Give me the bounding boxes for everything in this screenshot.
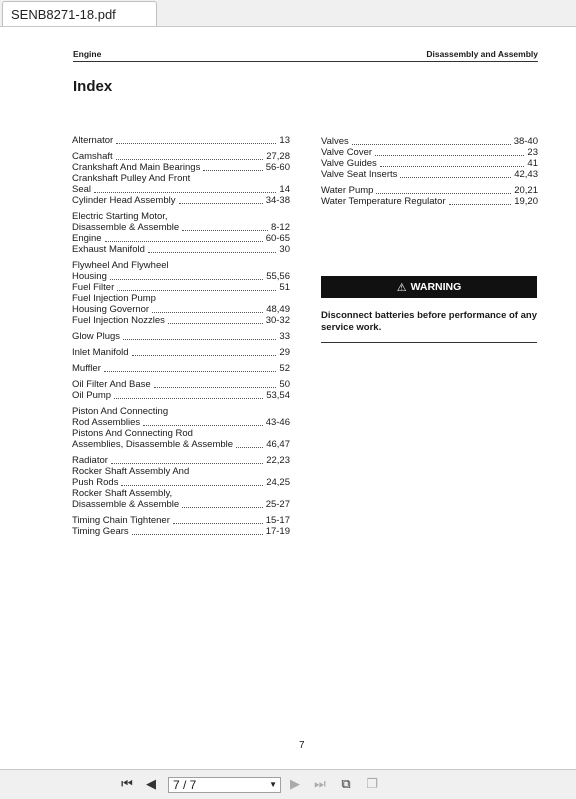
index-term: Push Rods bbox=[72, 477, 119, 488]
index-term: Water Temperature Regulator bbox=[321, 196, 446, 207]
next-page-icon: ▶ bbox=[290, 776, 300, 791]
index-line bbox=[72, 184, 290, 195]
warning-label: WARNING bbox=[410, 281, 462, 293]
copy-button[interactable] bbox=[364, 776, 380, 792]
dot-leader bbox=[143, 425, 263, 426]
dot-leader bbox=[236, 447, 263, 448]
index-line bbox=[72, 211, 290, 222]
index-page-ref: 52 bbox=[279, 363, 290, 374]
index-line bbox=[72, 439, 290, 450]
index-page-ref: 29 bbox=[279, 347, 290, 358]
dot-leader bbox=[352, 144, 511, 145]
index-page-ref: 8-12 bbox=[270, 222, 290, 233]
copy-icon: ❐ bbox=[366, 776, 378, 791]
index-line bbox=[72, 466, 290, 477]
index-line bbox=[321, 169, 538, 180]
chevron-down-icon: ▼ bbox=[269, 780, 277, 789]
index-page-ref: 38-40 bbox=[513, 136, 538, 147]
pdf-page bbox=[0, 27, 576, 769]
index-line bbox=[72, 488, 290, 499]
next-page-button[interactable] bbox=[289, 776, 301, 792]
index-line bbox=[321, 147, 538, 158]
pdf-viewer[interactable] bbox=[0, 27, 576, 769]
dot-leader bbox=[173, 523, 263, 524]
index-term: Water Pump bbox=[321, 185, 374, 196]
dot-leader bbox=[380, 166, 525, 167]
index-entry bbox=[72, 135, 290, 146]
index-line bbox=[72, 390, 290, 401]
index-term: Disassemble & Assemble bbox=[72, 222, 180, 233]
dot-leader bbox=[116, 159, 264, 160]
index-page-ref: 53,54 bbox=[266, 390, 290, 401]
dot-leader bbox=[116, 143, 276, 144]
index-entry bbox=[72, 347, 290, 358]
dot-leader bbox=[132, 355, 277, 356]
index-line bbox=[72, 428, 290, 439]
index-entry bbox=[72, 151, 290, 206]
document-tab[interactable] bbox=[2, 1, 157, 26]
index-line bbox=[72, 331, 290, 342]
dot-leader bbox=[110, 279, 263, 280]
index-page-ref: 30-32 bbox=[265, 315, 290, 326]
index-term: Exhaust Manifold bbox=[72, 244, 145, 255]
previous-page-icon: ◀ bbox=[146, 776, 156, 791]
index-page-ref: 34-38 bbox=[265, 195, 290, 206]
index-entry bbox=[321, 136, 538, 180]
index-page-ref: 23 bbox=[527, 147, 538, 158]
index-page-ref: 22,23 bbox=[266, 455, 290, 466]
previous-page-button[interactable] bbox=[144, 776, 158, 792]
fit-page-button[interactable] bbox=[338, 776, 354, 792]
index-page-ref: 42,43 bbox=[514, 169, 538, 180]
index-term: Rocker Shaft Assembly And bbox=[72, 466, 190, 477]
header-left: Engine bbox=[73, 49, 102, 59]
warning-text: Disconnect batteries before performance of any service work. bbox=[321, 310, 537, 333]
index-term: Radiator bbox=[72, 455, 108, 466]
last-page-button[interactable] bbox=[312, 776, 328, 792]
index-term: Crankshaft And Main Bearings bbox=[72, 162, 201, 173]
document-tab-title: SENB8271-18.pdf bbox=[11, 7, 116, 22]
index-column-right bbox=[321, 136, 538, 212]
dot-leader bbox=[203, 170, 262, 171]
dot-leader bbox=[121, 485, 263, 486]
index-entry bbox=[72, 363, 290, 374]
index-page-ref: 48,49 bbox=[266, 304, 290, 315]
dot-leader bbox=[449, 204, 512, 205]
index-line bbox=[321, 196, 538, 207]
index-term: Glow Plugs bbox=[72, 331, 121, 342]
index-term: Fuel Filter bbox=[72, 282, 115, 293]
index-page-ref: 14 bbox=[279, 184, 290, 195]
index-line bbox=[72, 260, 290, 271]
index-term: Valve Cover bbox=[321, 147, 373, 158]
index-term: Rod Assemblies bbox=[72, 417, 141, 428]
index-line bbox=[72, 233, 290, 244]
index-term: Inlet Manifold bbox=[72, 347, 129, 358]
index-page-ref: 20,21 bbox=[514, 185, 538, 196]
index-line bbox=[72, 455, 290, 466]
index-term: Flywheel And Flywheel bbox=[72, 260, 169, 271]
index-line bbox=[72, 195, 290, 206]
first-page-button[interactable] bbox=[118, 776, 136, 792]
dot-leader bbox=[376, 193, 511, 194]
index-line bbox=[321, 136, 538, 147]
index-page-ref: 33 bbox=[279, 331, 290, 342]
dot-leader bbox=[132, 534, 263, 535]
index-line bbox=[72, 293, 290, 304]
index-entry bbox=[72, 211, 290, 255]
index-term: Alternator bbox=[72, 135, 114, 146]
index-page-ref: 43-46 bbox=[265, 417, 290, 428]
index-entry bbox=[321, 185, 538, 207]
index-term: Timing Gears bbox=[72, 526, 129, 537]
index-line bbox=[72, 135, 290, 146]
index-term: Crankshaft Pulley And Front bbox=[72, 173, 191, 184]
index-term: Oil Filter And Base bbox=[72, 379, 151, 390]
index-term: Oil Pump bbox=[72, 390, 112, 401]
dot-leader bbox=[182, 507, 263, 508]
index-line bbox=[72, 151, 290, 162]
index-entry bbox=[72, 331, 290, 342]
index-page-ref: 24,25 bbox=[266, 477, 290, 488]
index-term: Timing Chain Tightener bbox=[72, 515, 170, 526]
index-line bbox=[72, 499, 290, 510]
index-entry bbox=[72, 379, 290, 401]
index-page-ref: 15-17 bbox=[265, 515, 290, 526]
dot-leader bbox=[375, 155, 524, 156]
index-term: Seal bbox=[72, 184, 92, 195]
index-term: Engine bbox=[72, 233, 102, 244]
index-line bbox=[321, 185, 538, 196]
index-line bbox=[72, 515, 290, 526]
index-line bbox=[72, 271, 290, 282]
index-line bbox=[72, 222, 290, 233]
index-line bbox=[72, 282, 290, 293]
dot-leader bbox=[114, 398, 263, 399]
index-term: Fuel Injection Pump bbox=[72, 293, 156, 304]
index-term: Cylinder Head Assembly bbox=[72, 195, 176, 206]
dot-leader bbox=[94, 192, 276, 193]
bottom-toolbar bbox=[0, 769, 576, 799]
index-page-ref: 17-19 bbox=[265, 526, 290, 537]
page-select[interactable] bbox=[168, 777, 281, 793]
dot-leader bbox=[168, 323, 263, 324]
index-term: Camshaft bbox=[72, 151, 113, 162]
fit-page-icon: ⧉ bbox=[341, 776, 351, 791]
index-page-ref: 50 bbox=[279, 379, 290, 390]
first-page-icon: ⏮ bbox=[121, 776, 133, 791]
index-page-ref: 25-27 bbox=[265, 499, 290, 510]
index-page-ref: 19,20 bbox=[514, 196, 538, 207]
index-line bbox=[72, 526, 290, 537]
index-column-left bbox=[72, 135, 290, 542]
index-term: Housing bbox=[72, 271, 107, 282]
last-page-icon: ⏭ bbox=[314, 776, 326, 791]
index-page-ref: 30 bbox=[279, 244, 290, 255]
index-page-ref: 56-60 bbox=[265, 162, 290, 173]
dot-leader bbox=[182, 230, 268, 231]
header-right: Disassembly and Assembly bbox=[426, 49, 538, 59]
index-line bbox=[72, 477, 290, 488]
index-entry bbox=[72, 515, 290, 537]
header-rule bbox=[73, 61, 538, 62]
tab-bar bbox=[0, 0, 576, 27]
index-entry bbox=[72, 455, 290, 510]
index-term: Assemblies, Disassemble & Assemble bbox=[72, 439, 234, 450]
index-term: Muffler bbox=[72, 363, 101, 374]
index-page-ref: 13 bbox=[279, 135, 290, 146]
index-line bbox=[72, 162, 290, 173]
index-line bbox=[72, 363, 290, 374]
index-line bbox=[72, 417, 290, 428]
page-number: 7 bbox=[299, 740, 305, 751]
index-term: Valve Seat Inserts bbox=[321, 169, 398, 180]
index-term: Housing Governor bbox=[72, 304, 150, 315]
index-page-ref: 27,28 bbox=[266, 151, 290, 162]
dot-leader bbox=[179, 203, 263, 204]
index-term: Electric Starting Motor, bbox=[72, 211, 168, 222]
index-page-ref: 41 bbox=[527, 158, 538, 169]
dot-leader bbox=[117, 290, 276, 291]
index-entry bbox=[72, 406, 290, 450]
index-term: Pistons And Connecting Rod bbox=[72, 428, 193, 439]
page-title: Index bbox=[73, 78, 113, 95]
dot-leader bbox=[148, 252, 277, 253]
index-line bbox=[72, 406, 290, 417]
index-line bbox=[72, 315, 290, 326]
index-line bbox=[72, 347, 290, 358]
index-line bbox=[72, 304, 290, 315]
index-page-ref: 60-65 bbox=[265, 233, 290, 244]
index-term: Rocker Shaft Assembly, bbox=[72, 488, 173, 499]
index-term: Fuel Injection Nozzles bbox=[72, 315, 165, 326]
index-line bbox=[72, 379, 290, 390]
dot-leader bbox=[123, 339, 276, 340]
index-page-ref: 46,47 bbox=[266, 439, 290, 450]
dot-leader bbox=[154, 387, 277, 388]
warning-banner bbox=[321, 276, 537, 298]
index-line bbox=[72, 173, 290, 184]
dot-leader bbox=[152, 312, 263, 313]
index-term: Disassemble & Assemble bbox=[72, 499, 180, 510]
page-indicator: 7 / 7 bbox=[173, 778, 197, 792]
index-line bbox=[72, 244, 290, 255]
dot-leader bbox=[111, 463, 263, 464]
index-entry bbox=[72, 260, 290, 326]
dot-leader bbox=[105, 241, 263, 242]
warning-rule bbox=[321, 342, 537, 343]
index-term: Piston And Connecting bbox=[72, 406, 169, 417]
dot-leader bbox=[104, 371, 277, 372]
dot-leader bbox=[400, 177, 511, 178]
index-page-ref: 51 bbox=[279, 282, 290, 293]
index-term: Valves bbox=[321, 136, 349, 147]
warning-triangle-icon: ⚠ bbox=[396, 281, 407, 294]
index-page-ref: 55,56 bbox=[266, 271, 290, 282]
index-term: Valve Guides bbox=[321, 158, 377, 169]
index-line bbox=[321, 158, 538, 169]
